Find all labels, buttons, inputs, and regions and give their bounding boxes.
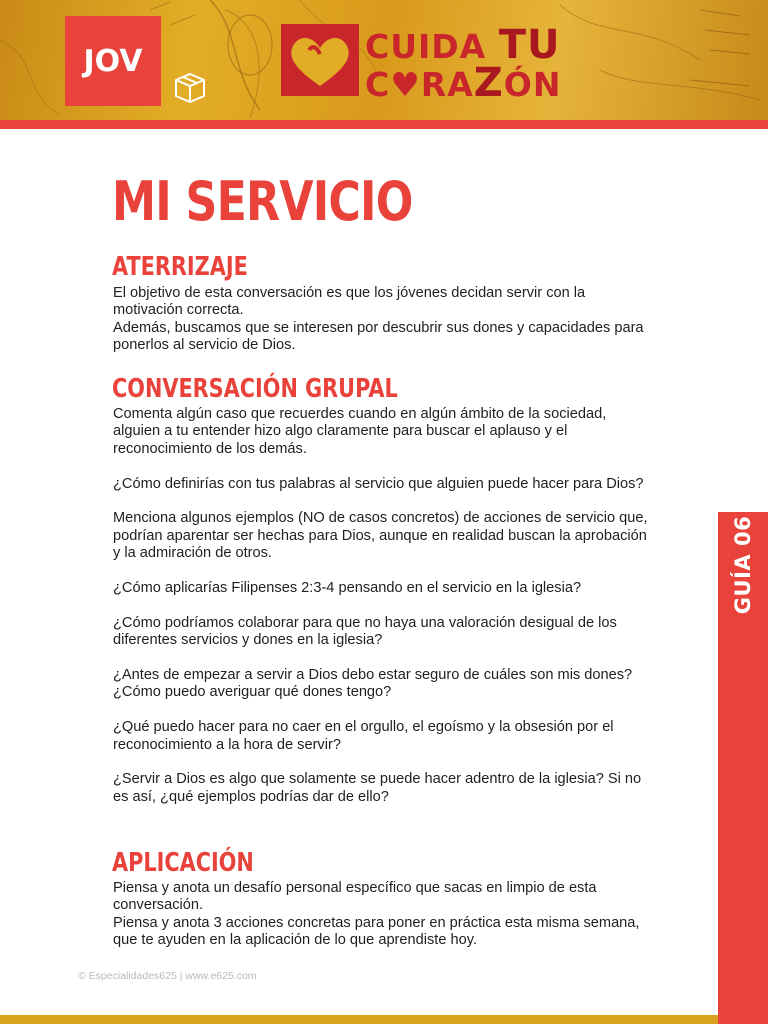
logo-letters-on: ÓN [503,65,562,104]
paragraph: ¿Cómo podríamos colaborar para que no haya una valoración desigual de los diferentes servicios y dones en la iglesia? [113,614,617,649]
section-body-aterrizaje [113,285,653,355]
logo-word-tu: TU [498,22,561,68]
section-heading-aplicacion: APLICACIÓN [112,848,254,878]
paragraph: El objetivo de esta conversación es que los jóvenes decidan servir con la motivación correcta. [113,285,586,319]
logo-letter-c: C [365,65,391,104]
logo-text-line-2 [365,60,561,106]
paragraph: ¿Cómo definirías con tus palabras al servicio que alguien puede hacer para Dios? [113,475,644,492]
heart-logo-icon [279,20,361,100]
cuida-tu-corazon-logo [279,20,562,106]
bottom-divider [0,1015,768,1024]
paragraph: ¿Qué puedo hacer para no caer en el orgullo, el egoísmo y la obsesión por el reconocimiento a la hora de servir? [113,719,614,753]
paragraph: Menciona algunos ejemplos (NO de casos concretos) de acciones de servicio que, podrían aparentar ser hechas para Dios, aunque en realidad buscan la aprobación y la admiración de otros. [113,510,648,562]
section-body-aplicacion [113,880,653,950]
paragraph: ¿Cómo aplicarías Filipenses 2:3-4 pensando en el servicio en la iglesia? [113,580,582,597]
paragraph: ¿Antes de empezar a servir a Dios debo estar seguro de cuáles son mis dones? ¿Cómo puedo averiguar qué dones tengo? [113,667,633,701]
header-divider [0,120,768,129]
paragraph: Piensa y anota 3 acciones concretas para poner en práctica esta misma semana, que te ayuden en la aplicación de lo que aprendiste hoy. [113,914,640,949]
header-banner [0,0,768,120]
page-title: MI SERVICIO [112,170,413,233]
logo-letter-z: Z [473,60,504,106]
guide-side-tab-label: GUÍA 06 [731,515,755,615]
paragraph: ¿Servir a Dios es algo que solamente se puede hacer adentro de la iglesia? Si no es así, ¿qué ejemplos podrías dar de ello? [113,771,642,805]
paragraph: Comenta algún caso que recuerdes cuando en algún ámbito de la sociedad, alguien a tu entender hizo algo claramente para buscar el aplauso y el reconocimiento de los demás. [113,406,607,457]
box-icon [172,68,208,104]
logo-letters-ra: RA [420,65,474,104]
paragraph: Además, buscamos que se interesen por descubrir sus dones y capacidades para ponerlos al servicio de Dios. [113,319,644,354]
section-body-conversacion-grupal [113,406,653,806]
jov-badge-label: JOV [83,43,143,79]
logo-word-cuida: CUIDA [365,27,487,66]
jov-badge [65,16,161,106]
section-heading-aterrizaje: ATERRIZAJE [112,252,248,282]
paragraph: Piensa y anota un desafío personal específico que sacas en limpio de esta conversación. [113,880,597,914]
footer-copyright: © Especialidades625 | www.e625.com [78,970,257,982]
logo-heart-glyph: ♥ [390,65,421,104]
section-heading-conversacion-grupal: CONVERSACIÓN GRUPAL [112,374,398,404]
